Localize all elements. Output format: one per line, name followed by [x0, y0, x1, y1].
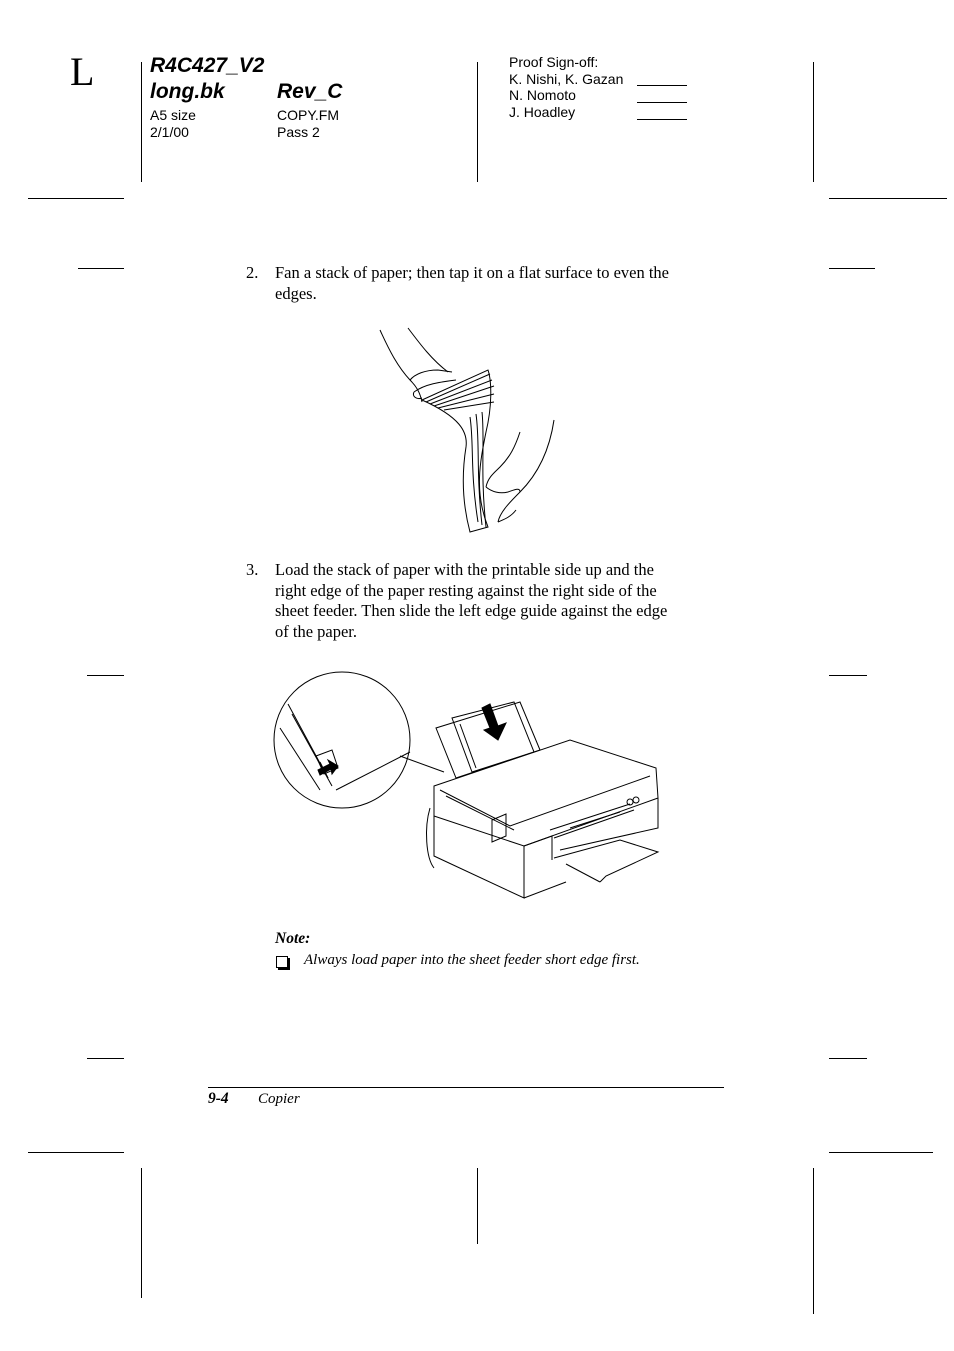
- crop-mark: [78, 268, 124, 269]
- note-title: Note:: [275, 930, 311, 947]
- proof-signer: J. Hoadley: [509, 104, 576, 120]
- crop-mark: [141, 62, 142, 182]
- step-number: 2.: [246, 263, 259, 282]
- crop-mark: [477, 62, 478, 182]
- checkbox-icon: [276, 956, 288, 968]
- proof-signer: K. Nishi, K. Gazan: [509, 71, 624, 87]
- signature-line: [637, 102, 687, 103]
- revision: Rev_C: [277, 80, 343, 103]
- printer-loading-paper-illustration: [270, 668, 665, 904]
- corner-letter: L: [70, 49, 95, 94]
- step-number: 3.: [246, 560, 259, 579]
- proof-signer: N. Nomoto: [509, 87, 576, 103]
- crop-mark: [829, 1058, 867, 1059]
- page-number: 9-4: [208, 1090, 229, 1107]
- crop-mark: [87, 675, 124, 676]
- step-line: of the paper.: [275, 621, 358, 641]
- signature-line: [637, 119, 687, 120]
- step-line: Fan a stack of paper; then tap it on a flat surface to even the: [275, 263, 670, 282]
- crop-mark: [87, 1058, 124, 1059]
- step-line: Load the stack of paper with the printable side up and the: [275, 560, 654, 579]
- crop-mark: [829, 268, 875, 269]
- step-text: [275, 560, 735, 642]
- book-name: long.bk: [150, 80, 225, 103]
- crop-mark: [813, 62, 814, 182]
- step-line: sheet feeder. Then slide the left edge guide against the edge: [275, 601, 668, 620]
- job-name: R4C427_V2: [150, 54, 265, 77]
- fanning-paper-illustration: [370, 322, 560, 537]
- section-title: Copier: [258, 1091, 300, 1107]
- file-name: COPY.FM: [277, 107, 339, 123]
- crop-mark: [829, 198, 947, 199]
- crop-mark: [829, 1152, 933, 1153]
- signature-line: [637, 85, 687, 86]
- step-line: right edge of the paper resting against the right side of the: [275, 580, 657, 600]
- crop-mark: [813, 1168, 814, 1314]
- page-size: A5 size: [150, 107, 196, 123]
- footer-rule: [208, 1087, 724, 1088]
- step-line: edges.: [275, 283, 317, 303]
- crop-mark: [141, 1168, 142, 1298]
- note-item: Always load paper into the sheet feeder short edge first.: [304, 952, 640, 968]
- step-text: [275, 263, 735, 304]
- proof-title: Proof Sign-off:: [509, 54, 599, 70]
- crop-mark: [28, 1152, 124, 1153]
- crop-mark: [28, 198, 124, 199]
- crop-mark: [829, 675, 867, 676]
- crop-mark: [477, 1168, 478, 1244]
- date: 2/1/00: [150, 124, 189, 140]
- pass: Pass 2: [277, 124, 320, 140]
